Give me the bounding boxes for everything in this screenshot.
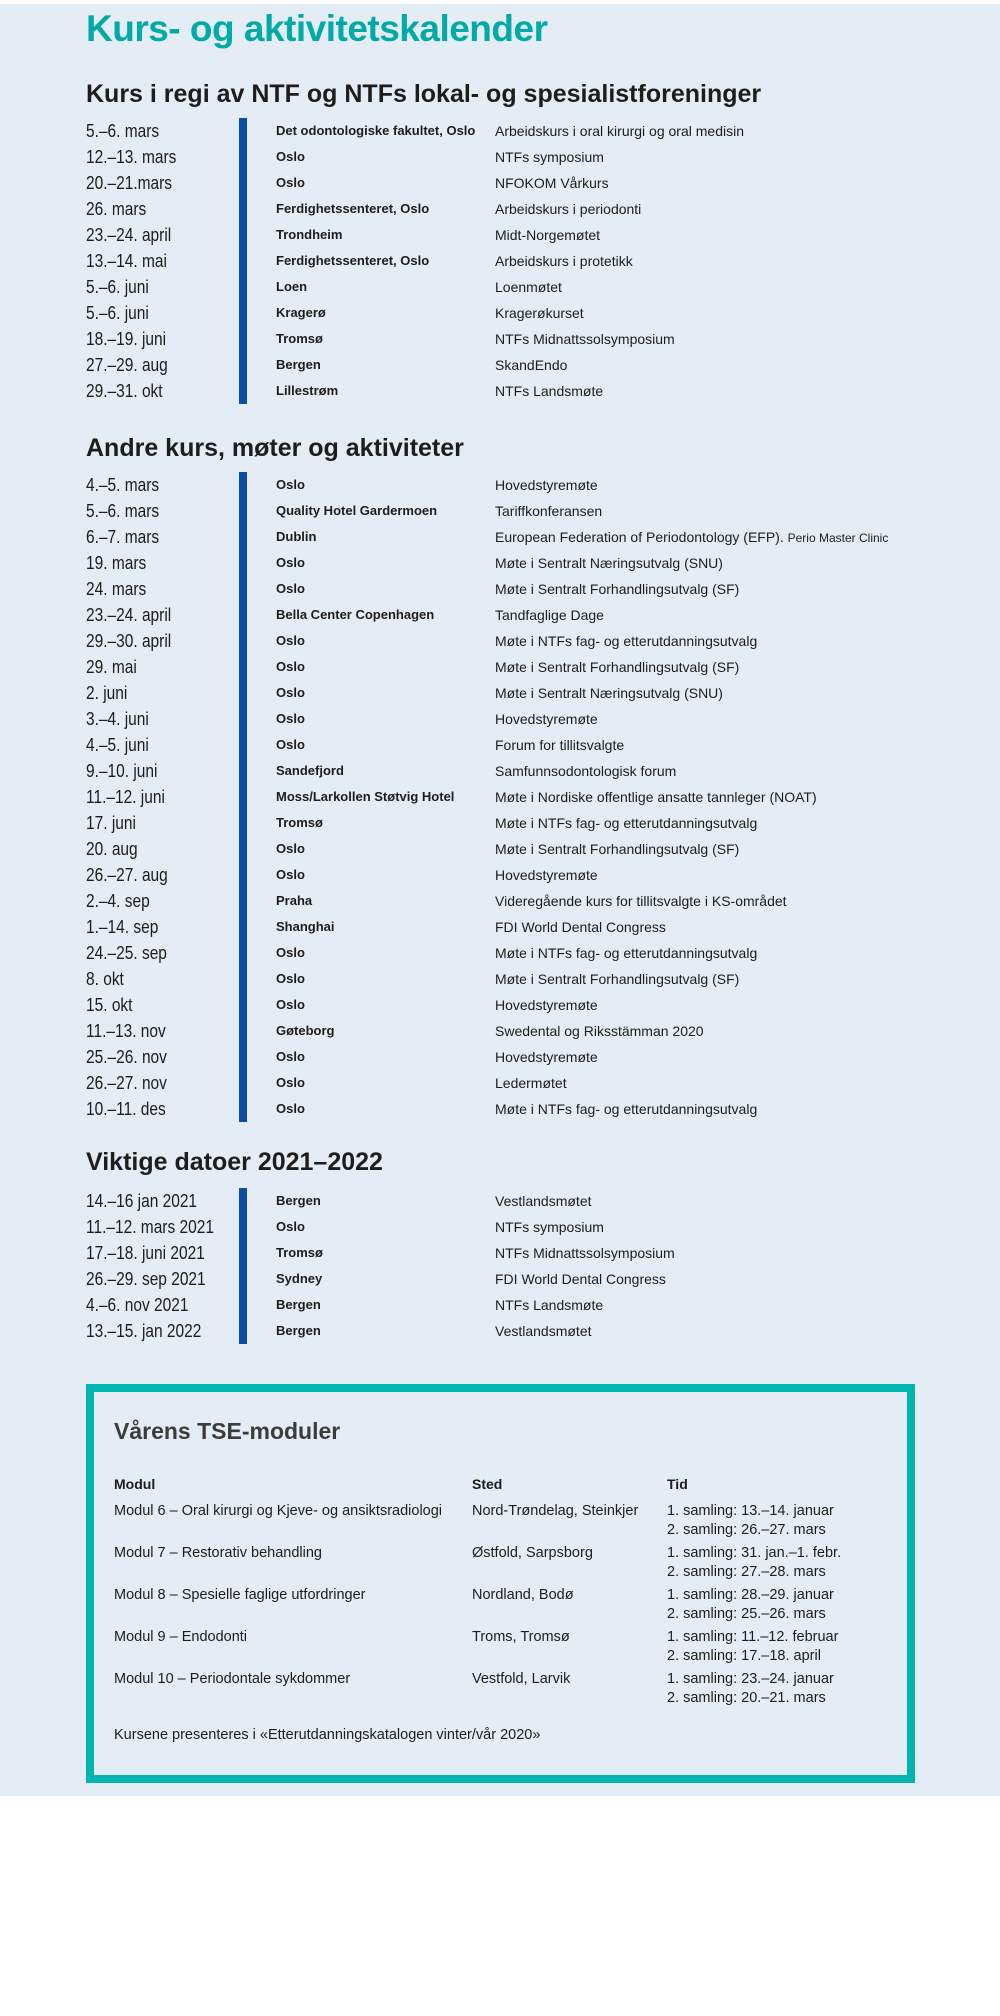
event-place: Sandefjord — [276, 763, 344, 778]
event-row — [0, 1188, 1000, 1214]
event-place: Gøteborg — [276, 1023, 335, 1038]
event-place: Oslo — [276, 971, 305, 986]
event-name — [495, 784, 817, 810]
event-name — [495, 300, 584, 326]
event-place: Tromsø — [276, 331, 323, 346]
event-date: 24. mars — [86, 579, 147, 599]
tse-modul: Modul 10 – Periodontale sykdommer — [114, 1671, 351, 1687]
event-name — [495, 1018, 704, 1044]
event-row — [0, 1018, 1000, 1044]
tse-header-sted: Sted — [472, 1476, 503, 1492]
event-row — [0, 940, 1000, 966]
event-row — [0, 1070, 1000, 1096]
event-place: Trondheim — [276, 227, 343, 242]
event-name — [495, 170, 609, 196]
event-row — [0, 352, 1000, 378]
event-row — [0, 222, 1000, 248]
event-row — [0, 498, 1000, 524]
event-name-text: FDI World Dental Congress — [495, 919, 666, 935]
event-row — [0, 300, 1000, 326]
event-row — [0, 888, 1000, 914]
event-name — [495, 576, 739, 602]
event-date: 14.–16 jan 2021 — [86, 1191, 198, 1211]
event-name-text: Midt-Norgemøtet — [495, 227, 601, 243]
event-row — [0, 602, 1000, 628]
event-place: Oslo — [276, 1101, 305, 1116]
event-place: Bergen — [276, 357, 321, 372]
event-name-text: Vestlandsmøtet — [495, 1323, 592, 1339]
event-row — [0, 248, 1000, 274]
event-name — [495, 914, 666, 940]
event-date: 11.–12. mars 2021 — [86, 1217, 214, 1237]
event-date: 11.–13. nov — [86, 1021, 166, 1041]
tse-tid-1: 1. samling: 31. jan.–1. febr. — [667, 1545, 842, 1561]
event-row — [0, 966, 1000, 992]
event-date: 17.–18. juni 2021 — [86, 1243, 205, 1263]
event-place: Oslo — [276, 711, 305, 726]
event-name-text: Møte i Sentralt Forhandlingsutvalg (SF) — [495, 841, 740, 857]
event-place: Oslo — [276, 633, 305, 648]
event-row — [0, 680, 1000, 706]
tse-tid-2: 2. samling: 26.–27. mars — [667, 1522, 826, 1538]
event-name-text: NTFs Landsmøte — [495, 383, 604, 399]
tse-row — [94, 1544, 907, 1584]
event-name — [495, 196, 641, 222]
event-name-text: European Federation of Periodontology (EFP). — [495, 529, 784, 545]
event-date: 20.–21.mars — [86, 173, 173, 193]
tse-modul: Modul 6 – Oral kirurgi og Kjeve- og ansiktsradiologi — [114, 1503, 443, 1519]
event-name-text: Ledermøtet — [495, 1075, 567, 1091]
event-date: 2.–4. sep — [86, 891, 150, 911]
event-name — [495, 862, 598, 888]
event-name-text: Møte i Sentralt Næringsutvalg (SNU) — [495, 685, 723, 701]
event-date: 5.–6. mars — [86, 121, 160, 141]
event-name-text: NTFs symposium — [495, 149, 604, 165]
section-title-important-dates: Viktige datoer 2021–2022 — [86, 1148, 383, 1176]
event-place: Oslo — [276, 555, 305, 570]
event-name — [495, 1096, 757, 1122]
event-date: 5.–6. mars — [86, 501, 160, 521]
tse-tid-2: 2. samling: 20.–21. mars — [667, 1690, 826, 1706]
tse-sted: Vestfold, Larvik — [472, 1671, 571, 1687]
event-row — [0, 1096, 1000, 1122]
event-name-text: Vestlandsmøtet — [495, 1193, 592, 1209]
tse-sted: Troms, Tromsø — [472, 1629, 570, 1645]
event-name-text: Hovedstyremøte — [495, 867, 598, 883]
event-date: 15. okt — [86, 995, 133, 1015]
event-row — [0, 654, 1000, 680]
event-row — [0, 862, 1000, 888]
event-row — [0, 1214, 1000, 1240]
event-place: Moss/Larkollen Støtvig Hotel — [276, 789, 455, 804]
event-row — [0, 118, 1000, 144]
event-name-text: FDI World Dental Congress — [495, 1271, 666, 1287]
event-name-text: NTFs Midnattssolsymposium — [495, 1245, 675, 1261]
tse-tid-1: 1. samling: 28.–29. januar — [667, 1587, 834, 1603]
tse-sted: Østfold, Sarpsborg — [472, 1545, 593, 1561]
event-row — [0, 836, 1000, 862]
event-row — [0, 1292, 1000, 1318]
event-row — [0, 170, 1000, 196]
event-date: 26.–27. nov — [86, 1073, 167, 1093]
event-place: Oslo — [276, 149, 305, 164]
event-row — [0, 732, 1000, 758]
event-name-text: Kragerøkurset — [495, 305, 584, 321]
event-date: 4.–5. mars — [86, 475, 160, 495]
event-date: 20. aug — [86, 839, 138, 859]
event-place: Bergen — [276, 1297, 321, 1312]
event-date: 18.–19. juni — [86, 329, 167, 349]
event-name-text: Møte i Sentralt Næringsutvalg (SNU) — [495, 555, 723, 571]
event-name — [495, 888, 787, 914]
event-place: Kragerø — [276, 305, 326, 320]
event-name — [495, 602, 604, 628]
event-place: Oslo — [276, 685, 305, 700]
event-row — [0, 274, 1000, 300]
event-place: Lillestrøm — [276, 383, 339, 398]
event-list-important-dates — [0, 1188, 1000, 1344]
event-place: Oslo — [276, 945, 305, 960]
event-date: 17. juni — [86, 813, 136, 833]
tse-tid-1: 1. samling: 11.–12. februar — [667, 1629, 839, 1645]
event-name — [495, 732, 624, 758]
event-place: Shanghai — [276, 919, 335, 934]
event-place: Oslo — [276, 1049, 305, 1064]
event-name-text: NFOKOM Vårkurs — [495, 175, 609, 191]
tse-row — [94, 1670, 907, 1710]
event-name — [495, 144, 604, 170]
calendar-panel — [0, 4, 1000, 1796]
event-name — [495, 248, 633, 274]
tse-modul: Modul 8 – Spesielle faglige utfordringer — [114, 1587, 366, 1603]
event-name-text: SkandEndo — [495, 357, 568, 373]
event-name-text: Arbeidskurs i periodonti — [495, 201, 642, 217]
event-name-text: Møte i Nordiske offentlige ansatte tannleger (NOAT) — [495, 789, 817, 805]
event-date: 1.–14. sep — [86, 917, 159, 937]
event-date: 23.–24. april — [86, 605, 172, 625]
event-row — [0, 1044, 1000, 1070]
event-row — [0, 992, 1000, 1018]
tse-tid-1: 1. samling: 23.–24. januar — [667, 1671, 834, 1687]
event-row — [0, 378, 1000, 404]
event-name-text: NTFs Landsmøte — [495, 1297, 604, 1313]
event-date: 10.–11. des — [86, 1099, 166, 1119]
event-row — [0, 1266, 1000, 1292]
event-list-other-activities — [0, 472, 1000, 1122]
event-date: 27.–29. aug — [86, 355, 168, 375]
event-date: 4.–5. juni — [86, 735, 149, 755]
event-row — [0, 196, 1000, 222]
event-place: Det odontologiske fakultet, Oslo — [276, 123, 476, 138]
event-place: Oslo — [276, 867, 305, 882]
event-name — [495, 836, 739, 862]
event-date: 11.–12. juni — [86, 787, 165, 807]
tse-modul: Modul 7 – Restorativ behandling — [114, 1545, 322, 1561]
event-name-text: NTFs symposium — [495, 1219, 604, 1235]
event-date: 5.–6. juni — [86, 303, 149, 323]
event-date: 13.–14. mai — [86, 251, 167, 271]
event-place: Tromsø — [276, 1245, 323, 1260]
event-name-text: Tariffkonferansen — [495, 503, 603, 519]
event-place: Ferdighetssenteret, Oslo — [276, 253, 430, 268]
event-name-text: Hovedstyremøte — [495, 477, 598, 493]
event-name — [495, 222, 600, 248]
event-date: 3.–4. juni — [86, 709, 149, 729]
event-row — [0, 628, 1000, 654]
event-row — [0, 144, 1000, 170]
event-name — [495, 1044, 598, 1070]
event-place: Ferdighetssenteret, Oslo — [276, 201, 430, 216]
event-row — [0, 810, 1000, 836]
event-row — [0, 758, 1000, 784]
event-name — [495, 1240, 675, 1266]
event-name-text: Forum for tillitsvalgte — [495, 737, 625, 753]
event-name-text: Møte i Sentralt Forhandlingsutvalg (SF) — [495, 971, 740, 987]
event-name-text: Swedental og Riksstämman 2020 — [495, 1023, 704, 1039]
event-place: Bergen — [276, 1193, 321, 1208]
event-name-text: Samfunnsodontologisk forum — [495, 763, 677, 779]
event-date: 23.–24. april — [86, 225, 172, 245]
event-name — [495, 1318, 592, 1344]
event-row — [0, 1240, 1000, 1266]
event-row — [0, 914, 1000, 940]
event-name — [495, 378, 603, 404]
event-place: Tromsø — [276, 815, 323, 830]
event-place: Dublin — [276, 529, 317, 544]
event-date: 4.–6. nov 2021 — [86, 1295, 189, 1315]
event-row — [0, 550, 1000, 576]
event-name — [495, 326, 675, 352]
tse-tid-1: 1. samling: 13.–14. januar — [667, 1503, 834, 1519]
event-name-text: Hovedstyremøte — [495, 997, 598, 1013]
event-date: 2. juni — [86, 683, 128, 703]
event-name-text: Arbeidskurs i oral kirurgi og oral medisin — [495, 123, 744, 139]
event-name-text: Møte i NTFs fag- og etterutdanningsutvalg — [495, 945, 758, 961]
event-row — [0, 1318, 1000, 1344]
event-name-text: Tandfaglige Dage — [495, 607, 604, 623]
tse-row — [94, 1502, 907, 1542]
event-place: Quality Hotel Gardermoen — [276, 503, 438, 518]
event-list-ntf-courses — [0, 118, 1000, 404]
event-name — [495, 758, 676, 784]
event-name-text: Hovedstyremøte — [495, 711, 598, 727]
section-title-other-activities: Andre kurs, møter og aktiviteter — [86, 434, 464, 462]
tse-note: Kursene presenteres i «Etterutdanningskatalogen vinter/vår 2020» — [114, 1727, 541, 1743]
event-name-text: Møte i NTFs fag- og etterutdanningsutvalg — [495, 1101, 758, 1117]
event-name — [495, 810, 757, 836]
tse-sted: Nord-Trøndelag, Steinkjer — [472, 1503, 639, 1519]
event-date: 6.–7. mars — [86, 527, 160, 547]
event-name — [495, 1214, 604, 1240]
tse-header-modul: Modul — [114, 1476, 156, 1492]
event-place: Oslo — [276, 477, 305, 492]
event-place: Oslo — [276, 841, 305, 856]
event-name — [495, 706, 598, 732]
event-place: Loen — [276, 279, 308, 294]
event-name — [495, 524, 888, 551]
event-name — [495, 940, 757, 966]
event-place: Bergen — [276, 1323, 321, 1338]
event-place: Oslo — [276, 175, 305, 190]
event-name — [495, 118, 744, 144]
event-place: Oslo — [276, 997, 305, 1012]
event-name — [495, 472, 598, 498]
event-name — [495, 654, 739, 680]
event-name-text: Møte i NTFs fag- og etterutdanningsutvalg — [495, 633, 758, 649]
event-row — [0, 524, 1000, 550]
tse-row — [94, 1628, 907, 1668]
event-name — [495, 966, 739, 992]
event-date: 29.–30. april — [86, 631, 172, 651]
event-date: 9.–10. juni — [86, 761, 158, 781]
tse-row — [94, 1586, 907, 1626]
event-date: 5.–6. juni — [86, 277, 149, 297]
tse-tid-2: 2. samling: 25.–26. mars — [667, 1606, 826, 1622]
event-date: 26.–27. aug — [86, 865, 168, 885]
tse-sted: Nordland, Bodø — [472, 1587, 574, 1603]
event-date: 26.–29. sep 2021 — [86, 1269, 206, 1289]
event-name — [495, 498, 602, 524]
event-name — [495, 352, 567, 378]
event-name — [495, 680, 723, 706]
tse-modules-box — [86, 1384, 915, 1783]
event-name-text: Loenmøtet — [495, 279, 562, 295]
event-name-text: Hovedstyremøte — [495, 1049, 598, 1065]
tse-tid-2: 2. samling: 17.–18. april — [667, 1648, 821, 1664]
event-name-text: NTFs Midnattssolsymposium — [495, 331, 675, 347]
event-row — [0, 706, 1000, 732]
event-place: Oslo — [276, 1219, 305, 1234]
event-row — [0, 326, 1000, 352]
event-name-text: Arbeidskurs i protetikk — [495, 253, 633, 269]
event-date: 8. okt — [86, 969, 124, 989]
event-date: 25.–26. nov — [86, 1047, 167, 1067]
event-name — [495, 1266, 666, 1292]
event-name — [495, 1070, 567, 1096]
event-place: Oslo — [276, 737, 305, 752]
event-name — [495, 628, 757, 654]
tse-title: Vårens TSE-moduler — [114, 1418, 341, 1444]
event-row — [0, 576, 1000, 602]
event-name-text: Møte i NTFs fag- og etterutdanningsutvalg — [495, 815, 758, 831]
event-date: 29.–31. okt — [86, 381, 163, 401]
event-date: 24.–25. sep — [86, 943, 167, 963]
section-title-ntf-courses: Kurs i regi av NTF og NTFs lokal- og spesialistforeninger — [86, 80, 762, 108]
event-place: Bella Center Copenhagen — [276, 607, 435, 622]
event-date: 13.–15. jan 2022 — [86, 1321, 202, 1341]
event-name-text: Møte i Sentralt Forhandlingsutvalg (SF) — [495, 659, 740, 675]
event-date: 19. mars — [86, 553, 147, 573]
event-name-text: Møte i Sentralt Forhandlingsutvalg (SF) — [495, 581, 740, 597]
event-place: Sydney — [276, 1271, 323, 1286]
event-place: Oslo — [276, 581, 305, 596]
event-name — [495, 1188, 592, 1214]
event-row — [0, 784, 1000, 810]
event-date: 29. mai — [86, 657, 137, 677]
event-date: 26. mars — [86, 199, 147, 219]
page-title: Kurs- og aktivitetskalender — [86, 8, 548, 49]
event-name — [495, 1292, 603, 1318]
event-name-extra: Perio Master Clinic — [787, 531, 889, 545]
tse-header-tid: Tid — [667, 1476, 688, 1492]
event-name-text: Videregående kurs for tillitsvalgte i KS-området — [495, 893, 787, 909]
event-name — [495, 992, 598, 1018]
event-date: 12.–13. mars — [86, 147, 177, 167]
event-name — [495, 550, 723, 576]
event-row — [0, 472, 1000, 498]
event-place: Oslo — [276, 1075, 305, 1090]
tse-tid-2: 2. samling: 27.–28. mars — [667, 1564, 826, 1580]
tse-modul: Modul 9 – Endodonti — [114, 1629, 248, 1645]
event-name — [495, 274, 562, 300]
event-place: Oslo — [276, 659, 305, 674]
event-place: Praha — [276, 893, 313, 908]
